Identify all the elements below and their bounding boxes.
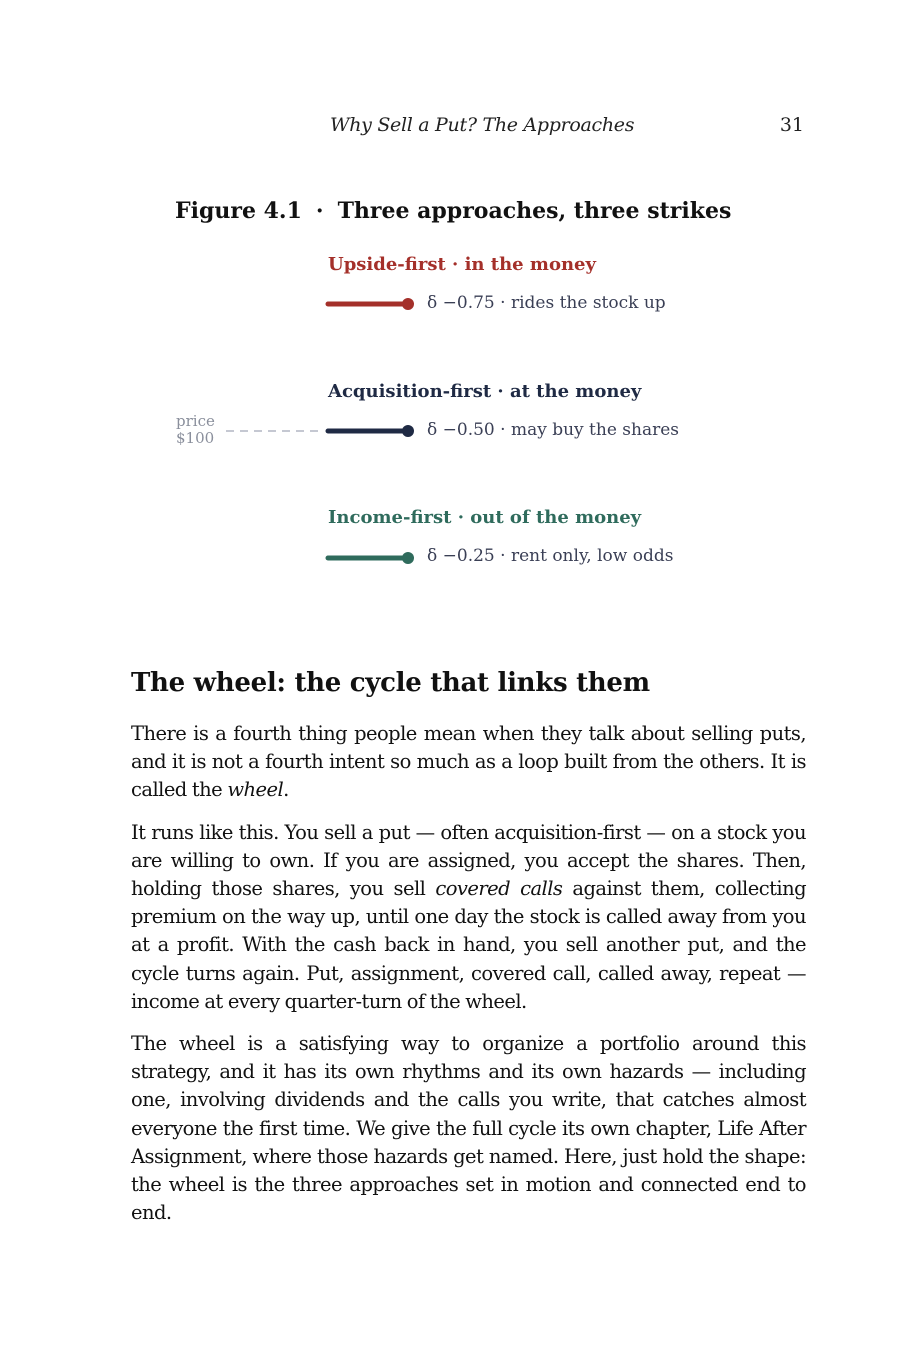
paragraph-2-end: against them, collecting premium on the way up, until one day the stock is called away from you at a profit. With the cash back in hand, you sell another put, and the cycle turns again. Put, assignment, covered call, called away, repeat — income at every quarter-turn of the wheel. — [131, 877, 807, 1013]
figure-label: Figure 4.1 — [175, 198, 302, 224]
paragraph-2-text: It runs like this. You sell a put — often acquisition-first — on a stock you are willing to own. If you are assigned, you accept the shares. Then, holding those shares, you sell — [131, 820, 806, 901]
paragraph-1-emphasis: wheel — [227, 778, 284, 802]
figure-title-text: Three approaches, three strikes — [337, 198, 732, 224]
strike-bars-graphic — [0, 0, 900, 640]
section-heading: The wheel: the cycle that links them — [131, 668, 650, 698]
band-upside-first-title: Upside-first · in the money — [328, 254, 596, 275]
paragraph-1-end: . — [283, 778, 289, 802]
paragraph-2-emphasis: covered calls — [435, 877, 563, 901]
band-acquisition-first-bar — [328, 425, 414, 437]
band-upside-first-note: δ −0.75 · rides the stock up — [427, 293, 666, 313]
running-title: Why Sell a Put? The Approaches — [330, 114, 635, 136]
price-reference-label — [176, 413, 215, 447]
price-label-value: $100 — [176, 429, 215, 447]
band-bar-marker — [402, 298, 414, 310]
figure-title-separator: · — [315, 198, 324, 224]
paragraph-3: The wheel is a satisfying way to organize a portfolio around this strategy, and it has its own rhythms and its own hazards — including one, involving dividends and the calls you write, that catches almost everyone the first time. We give the full cycle its own chapter, Life After Assignment, where those hazards get named. Here, just hold the shape: the wheel is the three approaches set in motion and connected end to end. — [131, 1032, 806, 1225]
band-acquisition-first-note: δ −0.50 · may buy the shares — [427, 420, 680, 440]
band-upside-first-bar — [328, 298, 414, 310]
band-bar-marker — [402, 425, 414, 437]
band-acquisition-first-title: Acquisition-first · at the money — [328, 381, 642, 402]
figure-4-1 — [0, 0, 900, 640]
band-income-first-bar — [328, 552, 414, 564]
paragraph-2 — [131, 819, 806, 1016]
band-income-first-title: Income-first · out of the money — [328, 507, 642, 528]
band-bar-marker — [402, 552, 414, 564]
paragraph-1-text: There is a fourth thing people mean when they talk about selling puts, and it is not a fourth intent so much as a loop built from the others. It is called the — [131, 722, 806, 802]
band-income-first-note: δ −0.25 · rent only, low odds — [427, 546, 674, 566]
paragraph-1 — [131, 720, 806, 805]
price-label-word: price — [176, 412, 215, 430]
body-section — [131, 668, 806, 1241]
page-number: 31 — [779, 114, 804, 136]
